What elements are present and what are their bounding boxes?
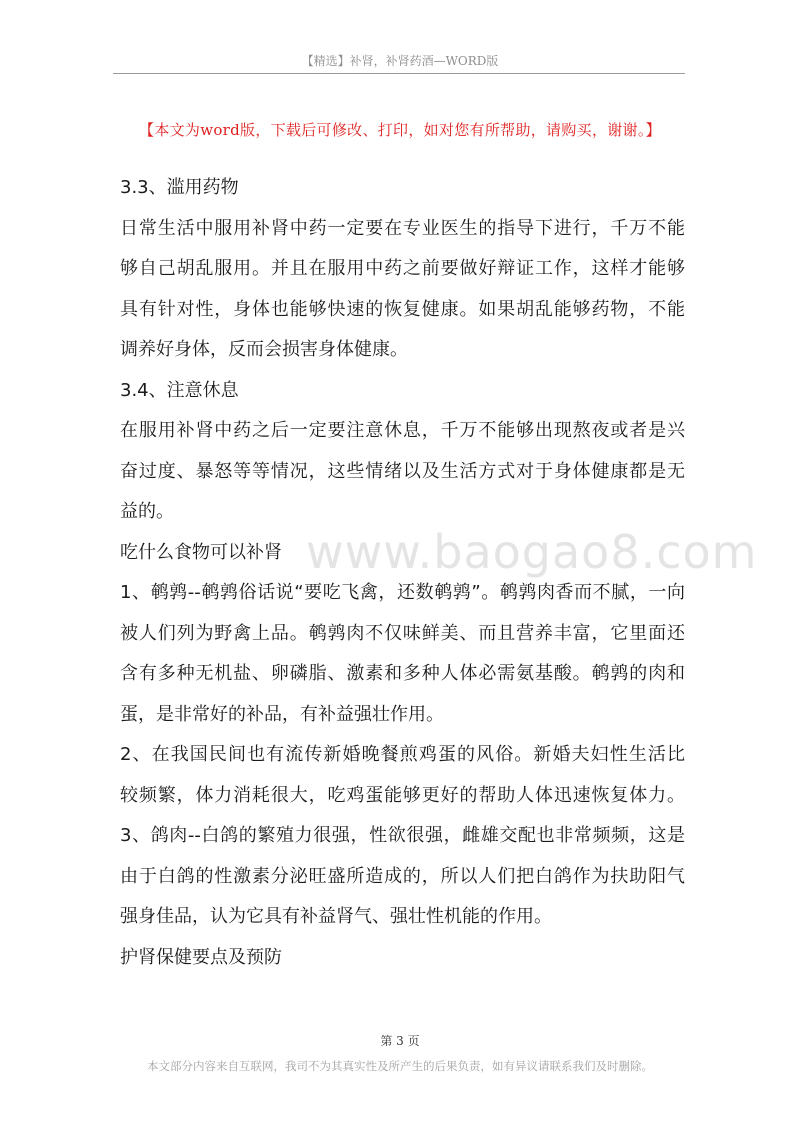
- paragraph-line: 够自己胡乱服用。并且在服用中药之前要做好辩证工作，这样才能够: [120, 258, 685, 279]
- paragraph-line: 日常生活中服用补肾中药一定要在专业医生的指导下进行，千万不能: [120, 217, 685, 239]
- page-number: 第 3 页: [380, 1034, 420, 1048]
- paragraph-line: 调养好身体，反而会损害身体健康。: [120, 339, 408, 360]
- paragraph-line: 较频繁，体力消耗很大，吃鸡蛋能够更好的帮助人体迅速恢复体力。: [120, 784, 685, 806]
- section-heading: 吃什么食物可以补肾: [120, 541, 282, 563]
- paragraph-line: 由于白鸽的性激素分泌旺盛所造成的，所以人们把白鸽作为扶助阳气: [120, 865, 685, 887]
- paragraph-line: 益的。: [120, 501, 174, 522]
- paragraph-line: 1、鹌鹑--鹌鹑俗话说“要吃飞禽，还数鹌鹑”。鹌鹑肉香而不腻，一向: [120, 582, 685, 603]
- paragraph-line: 蛋，是非常好的补品，有补益强壮作用。: [120, 703, 444, 725]
- paragraph-line: 具有针对性，身体也能够快速的恢复健康。如果胡乱能够药物，不能: [120, 298, 685, 320]
- section-heading: 3.3、滥用药物: [120, 177, 239, 198]
- paragraph-line: 被人们列为野禽上品。鹌鹑肉不仅味鲜美、而且营养丰富，它里面还: [120, 622, 685, 644]
- paragraph-line: 3、鸽肉--白鸽的繁殖力很强，性欲很强，雌雄交配也非常频频，这是: [120, 825, 685, 846]
- paragraph-line: 2、在我国民间也有流传新婚晚餐煎鸡蛋的风俗。新婚夫妇性生活比: [120, 744, 685, 765]
- footer-disclaimer: 本文部分内容来自互联网，我司不为其真实性及所产生的后果负责，如有异议请联系我们及时删除。: [147, 1059, 653, 1073]
- word-version-notice: 【本文为word版，下载后可修改、打印，如对您有所帮助，请购买，谢谢。】: [139, 121, 661, 139]
- paragraph-line: 强身佳品，认为它具有补益肾气、强壮性机能的作用。: [120, 906, 552, 927]
- site-watermark: www.baogao8.com: [306, 525, 758, 579]
- paragraph-line: 奋过度、暴怒等等情况，这些情绪以及生活方式对于身体健康都是无: [120, 460, 685, 482]
- paragraph-line: 含有多种无机盐、卵磷脂、激素和多种人体必需氨基酸。鹌鹑的肉和: [120, 663, 685, 684]
- header-divider: [113, 73, 685, 74]
- page-header-title: 【精选】补肾，补肾药酒—WORD版: [301, 54, 499, 68]
- paragraph-line: 在服用补肾中药之后一定要注意休息，千万不能够出现熬夜或者是兴: [120, 420, 685, 441]
- document-body: [120, 168, 685, 978]
- section-heading: 护肾保健要点及预防: [120, 946, 282, 968]
- section-heading: 3.4、注意休息: [120, 379, 239, 401]
